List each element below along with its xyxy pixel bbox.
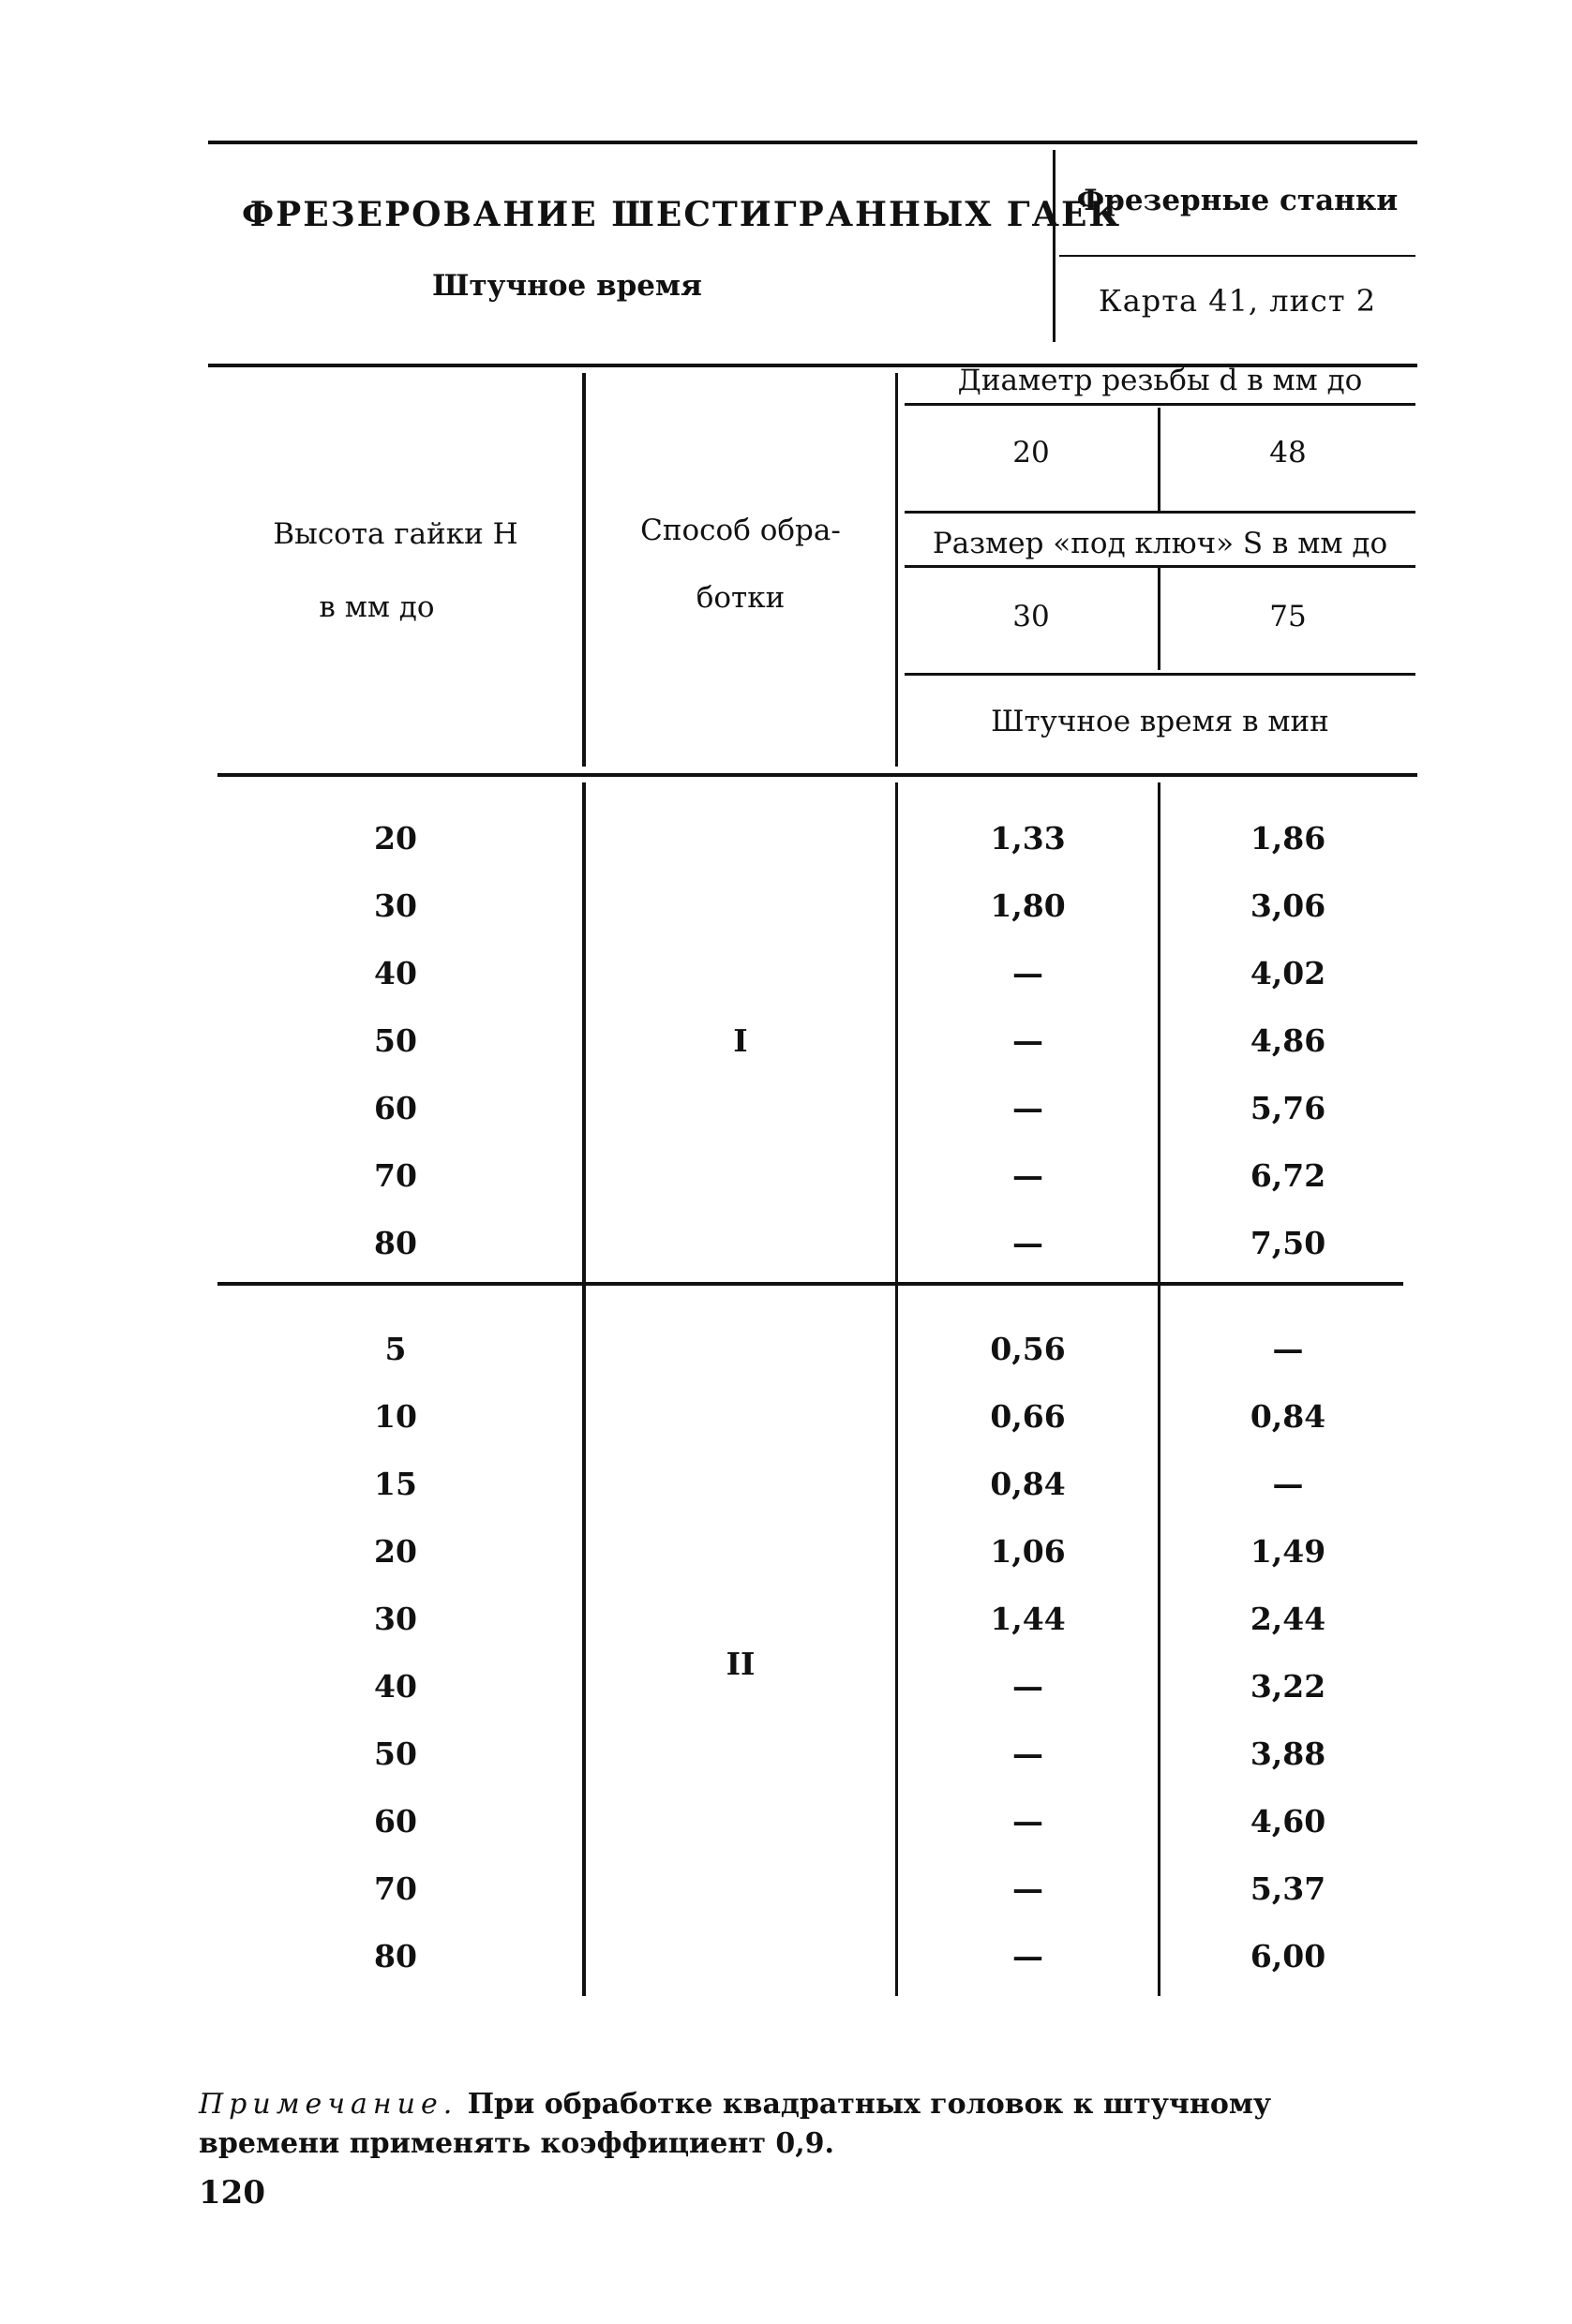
time-cell-d20: —: [1012, 1736, 1043, 1772]
diameter-underline: [905, 403, 1415, 406]
time-cell-d20: —: [1012, 1938, 1043, 1974]
time-cell-d20: 1,44: [990, 1601, 1066, 1637]
nut-height-cell: 30: [374, 887, 417, 924]
time-cell-d20: —: [1012, 1803, 1043, 1840]
time-cell-d48: 4,02: [1250, 955, 1326, 991]
time-cell-d48: 5,76: [1250, 1090, 1326, 1126]
nut-height-cell: 30: [374, 1601, 417, 1637]
nut-height-cell: 50: [374, 1022, 417, 1059]
page-title: ФРЕЗЕРОВАНИЕ ШЕСТИГРАННЫХ ГАЕК: [242, 195, 1122, 234]
wrench-value-30: 30: [1012, 600, 1050, 633]
time-cell-d20: 1,33: [990, 820, 1066, 857]
time-cell-d20: 1,06: [990, 1533, 1066, 1570]
col-divider-2-header: [895, 373, 898, 767]
card-reference: Карта 41, лист 2: [1098, 283, 1377, 319]
method-cell: I: [733, 1022, 748, 1059]
time-cell-d48: 0,84: [1250, 1398, 1326, 1435]
time-cell-d20: —: [1012, 1668, 1043, 1705]
machine-type-label: Фрезерные станки: [1076, 184, 1399, 217]
nut-height-cell: 10: [374, 1398, 417, 1435]
time-cell-d48: 5,37: [1250, 1870, 1326, 1907]
wrench-values-rule: [905, 673, 1415, 676]
nut-height-cell: 60: [374, 1090, 417, 1126]
footnote: [199, 2085, 1408, 2164]
method-column-header-line2: ботки: [696, 581, 786, 615]
time-cell-d48: 3,22: [1250, 1668, 1326, 1705]
nut-height-cell: 60: [374, 1803, 417, 1840]
wrench-underline: [905, 565, 1415, 568]
time-cell-d48: 3,06: [1250, 887, 1326, 924]
time-cell-d20: —: [1012, 1870, 1043, 1907]
time-cell-d48: 1,49: [1250, 1533, 1326, 1570]
diameter-value-48: 48: [1269, 436, 1307, 469]
height-column-header-line1: Высота гайки H: [273, 517, 518, 551]
table-header-bottom-rule: [217, 773, 1417, 777]
diameter-header: Диаметр резьбы d в мм до: [957, 364, 1363, 397]
time-cell-d48: 4,60: [1250, 1803, 1326, 1840]
diameter-value-20: 20: [1012, 436, 1050, 469]
col-divider-1-header: [582, 373, 586, 767]
nut-height-cell: 80: [374, 1225, 417, 1261]
page-number: 120: [199, 2174, 265, 2212]
nut-height-cell: 70: [374, 1157, 417, 1194]
nut-height-cell: 20: [374, 820, 417, 857]
time-cell-d20: 0,56: [990, 1331, 1066, 1367]
time-cell-d20: —: [1012, 1090, 1043, 1126]
time-cell-d20: 0,66: [990, 1398, 1066, 1435]
time-cell-d48: 2,44: [1250, 1601, 1326, 1637]
footnote-text: При обработке квадратных головок к штучному времени применять коэффициент 0,9.: [199, 2088, 1272, 2160]
page-subtitle: Штучное время: [432, 269, 702, 303]
time-cell-d48: 6,72: [1250, 1157, 1326, 1194]
time-cell-d48: 3,88: [1250, 1736, 1326, 1772]
time-cell-d48: —: [1272, 1466, 1304, 1502]
nut-height-cell: 70: [374, 1870, 417, 1907]
nut-height-cell: 40: [374, 955, 417, 991]
method-column-header-line1: Способ обра-: [640, 514, 841, 547]
unit-time-header: Штучное время в мин: [991, 705, 1329, 738]
wrench-size-header: Размер «под ключ» S в мм до: [932, 527, 1388, 560]
time-cell-d20: —: [1012, 1157, 1043, 1194]
top-rule: [208, 141, 1417, 144]
time-cell-d20: —: [1012, 955, 1043, 991]
time-cell-d48: —: [1272, 1331, 1304, 1367]
time-cell-d20: —: [1012, 1225, 1043, 1261]
nut-height-cell: 50: [374, 1736, 417, 1772]
time-cell-d20: —: [1012, 1022, 1043, 1059]
diameter-values-rule: [905, 511, 1415, 514]
time-cell-d48: 6,00: [1250, 1938, 1326, 1974]
header-right-hrule: [1059, 255, 1415, 257]
nut-height-cell: 80: [374, 1938, 417, 1974]
nut-height-cell: 40: [374, 1668, 417, 1705]
footnote-label: Примечание.: [199, 2088, 458, 2121]
time-cell-d48: 1,86: [1250, 820, 1326, 857]
time-cell-d20: 1,80: [990, 887, 1066, 924]
wrench-value-75: 75: [1269, 600, 1307, 633]
nut-height-cell: 5: [384, 1331, 407, 1367]
header-divider-vertical: [1053, 150, 1055, 342]
group-separator-rule: [217, 1282, 1403, 1286]
time-cell-d48: 4,86: [1250, 1022, 1326, 1059]
time-cell-d48: 7,50: [1250, 1225, 1326, 1261]
height-column-header-line2: в мм до: [319, 590, 435, 624]
method-cell: II: [726, 1646, 756, 1682]
nut-height-cell: 20: [374, 1533, 417, 1570]
time-cell-d20: 0,84: [990, 1466, 1066, 1502]
nut-height-cell: 15: [374, 1466, 417, 1502]
